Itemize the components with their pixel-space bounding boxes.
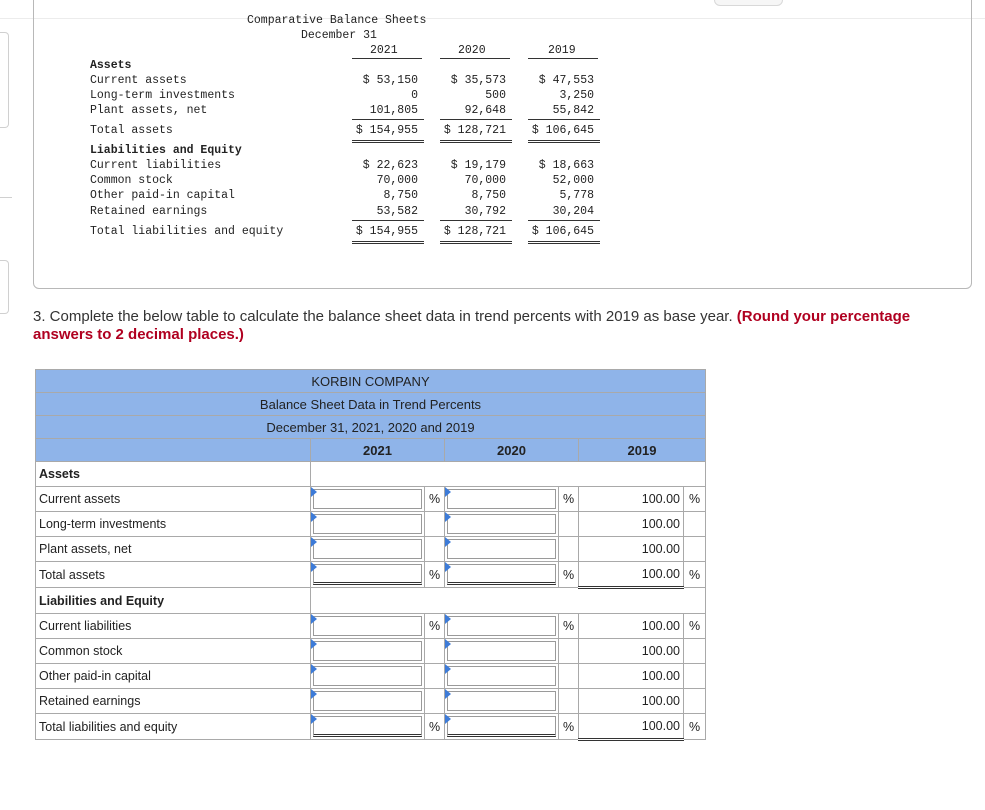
- base-year-value: 100.00: [579, 512, 684, 537]
- trend-2020-input[interactable]: [445, 487, 559, 512]
- percent-sign: %: [559, 562, 579, 588]
- given-row-label: Other paid-in capital: [90, 189, 235, 202]
- percent-sign: [425, 639, 445, 664]
- trend-2020-input-field[interactable]: [447, 564, 556, 585]
- given-year-2020: 2020: [458, 44, 486, 57]
- rounding-instruction: (Round your percentage answers to 2 decimal places.): [33, 308, 911, 343]
- given-value-2021: 8,750: [383, 189, 418, 202]
- base-year-value: 100.00: [579, 487, 684, 512]
- question-body: 3. Complete the below table to calculate the balance sheet data in trend percents with 2019 as base year.: [33, 308, 733, 325]
- total-double-rule: [440, 241, 512, 242]
- given-row-label: Current assets: [90, 74, 187, 87]
- trend-2021-input[interactable]: [311, 614, 425, 639]
- trend-2021-input[interactable]: [311, 664, 425, 689]
- col-header-2020: 2020: [445, 439, 579, 462]
- table-company: KORBIN COMPANY: [36, 370, 706, 393]
- entry-marker-icon: [445, 639, 451, 649]
- percent-sign: [425, 537, 445, 562]
- subtotal-rule: [440, 220, 512, 221]
- subtotal-rule: [352, 119, 424, 120]
- given-value-2021: $ 154,955: [355, 225, 418, 238]
- given-value-2019: $ 18,663: [538, 159, 594, 172]
- percent-sign: [425, 512, 445, 537]
- given-value-2020: 8,750: [471, 189, 506, 202]
- percent-sign: %: [425, 714, 445, 740]
- given-value-2019: $ 106,645: [531, 124, 594, 137]
- trend-2020-input-field[interactable]: [447, 641, 556, 661]
- table-row: [36, 537, 706, 562]
- entry-marker-icon: [311, 537, 317, 547]
- given-value-2020: 92,648: [464, 104, 506, 117]
- given-value-2020: $ 128,721: [443, 225, 506, 238]
- percent-sign: %: [684, 714, 706, 740]
- trend-2020-input-field[interactable]: [447, 514, 556, 534]
- entry-marker-icon: [445, 562, 451, 572]
- percent-sign: %: [684, 614, 706, 639]
- given-assets-heading: Assets: [90, 59, 132, 72]
- trend-2021-input-field[interactable]: [313, 616, 422, 636]
- percent-sign: %: [684, 562, 706, 588]
- trend-2021-input-field[interactable]: [313, 489, 422, 509]
- given-row-label: Plant assets, net: [90, 104, 208, 117]
- table-row: [36, 614, 706, 639]
- percent-sign: %: [684, 487, 706, 512]
- entry-marker-icon: [311, 487, 317, 497]
- given-value-2020: $ 128,721: [443, 124, 506, 137]
- entry-marker-icon: [311, 714, 317, 724]
- given-value-2019: 3,250: [559, 89, 594, 102]
- trend-2020-input-field[interactable]: [447, 489, 556, 509]
- trend-2021-input[interactable]: [311, 487, 425, 512]
- trend-2020-input[interactable]: [445, 714, 559, 740]
- table-row: [36, 689, 706, 714]
- row-label: Current assets: [36, 487, 311, 512]
- section-blank: [311, 588, 706, 614]
- given-value-2019: 55,842: [552, 104, 594, 117]
- col-header-2019: 2019: [579, 439, 706, 462]
- table-date: December 31, 2021, 2020 and 2019: [36, 416, 706, 439]
- given-value-2019: 30,204: [552, 205, 594, 218]
- trend-2020-input-field[interactable]: [447, 716, 556, 737]
- given-row-label: Common stock: [90, 174, 173, 187]
- given-row-label: Total liabilities and equity: [90, 225, 284, 238]
- row-label: Long-term investments: [36, 512, 311, 537]
- table-title: Balance Sheet Data in Trend Percents: [36, 393, 706, 416]
- percent-sign: [425, 689, 445, 714]
- entry-marker-icon: [445, 512, 451, 522]
- given-title: Comparative Balance Sheets: [247, 14, 427, 27]
- side-scroll-handle-lower[interactable]: [0, 260, 9, 314]
- header-rule: [352, 58, 422, 59]
- total-double-rule: [528, 142, 600, 143]
- base-year-value: 100.00: [579, 689, 684, 714]
- percent-sign: [425, 664, 445, 689]
- trend-2020-input-field[interactable]: [447, 691, 556, 711]
- percent-sign: %: [425, 614, 445, 639]
- liabilities-heading: Liabilities and Equity: [36, 588, 311, 614]
- percent-sign: [684, 512, 706, 537]
- total-double-rule: [352, 142, 424, 143]
- percent-sign: [684, 689, 706, 714]
- question-text: [33, 308, 963, 344]
- trend-2021-input[interactable]: [311, 689, 425, 714]
- total-double-rule: [352, 243, 424, 244]
- total-double-rule: [352, 140, 424, 141]
- trend-2021-input[interactable]: [311, 639, 425, 664]
- trend-2021-input-field[interactable]: [313, 539, 422, 559]
- given-value-2021: 0: [411, 89, 418, 102]
- header-blank: [36, 439, 311, 462]
- col-header-2021: 2021: [311, 439, 445, 462]
- given-value-2021: 70,000: [376, 174, 418, 187]
- trend-2020-input[interactable]: [445, 664, 559, 689]
- row-label: Current liabilities: [36, 614, 311, 639]
- trend-2020-input[interactable]: [445, 562, 559, 588]
- percent-sign: %: [559, 714, 579, 740]
- trend-2020-input[interactable]: [445, 537, 559, 562]
- row-label: Total assets: [36, 562, 311, 588]
- trend-2021-input[interactable]: [311, 512, 425, 537]
- entry-marker-icon: [311, 689, 317, 699]
- given-value-2021: $ 22,623: [362, 159, 418, 172]
- percent-sign: [559, 689, 579, 714]
- header-rule: [440, 58, 510, 59]
- entry-marker-icon: [311, 512, 317, 522]
- row-label: Plant assets, net: [36, 537, 311, 562]
- given-value-2020: 500: [485, 89, 506, 102]
- section-blank: [311, 462, 706, 487]
- given-value-2020: 30,792: [464, 205, 506, 218]
- percent-sign: [559, 537, 579, 562]
- trend-2021-input-field[interactable]: [313, 564, 422, 585]
- trend-2020-input-field[interactable]: [447, 539, 556, 559]
- percent-sign: %: [559, 487, 579, 512]
- total-double-rule: [440, 140, 512, 141]
- trend-2021-input-field[interactable]: [313, 666, 422, 686]
- entry-marker-icon: [445, 614, 451, 624]
- row-label: Retained earnings: [36, 689, 311, 714]
- entry-marker-icon: [445, 714, 451, 724]
- table-row: [36, 487, 706, 512]
- row-label: Other paid-in capital: [36, 664, 311, 689]
- entry-marker-icon: [445, 537, 451, 547]
- total-double-rule: [440, 243, 512, 244]
- entry-marker-icon: [311, 639, 317, 649]
- total-double-rule: [440, 142, 512, 143]
- subtotal-rule: [528, 220, 600, 221]
- given-value-2021: 101,805: [369, 104, 418, 117]
- row-label: Total liabilities and equity: [36, 714, 311, 740]
- entry-marker-icon: [445, 487, 451, 497]
- given-value-2019: 52,000: [552, 174, 594, 187]
- base-year-value: 100.00: [579, 537, 684, 562]
- given-value-2021: $ 53,150: [362, 74, 418, 87]
- given-year-2019: 2019: [548, 44, 576, 57]
- percent-sign: [684, 639, 706, 664]
- base-year-value: 100.00: [579, 639, 684, 664]
- entry-marker-icon: [311, 562, 317, 572]
- percent-sign: [684, 537, 706, 562]
- trend-2020-input[interactable]: [445, 512, 559, 537]
- table-row: [36, 512, 706, 537]
- percent-sign: [559, 512, 579, 537]
- trend-2021-input[interactable]: [311, 537, 425, 562]
- percent-sign: [559, 664, 579, 689]
- trend-2020-input-field[interactable]: [447, 666, 556, 686]
- table-row: [36, 714, 706, 740]
- table-row: [36, 562, 706, 588]
- given-value-2020: 70,000: [464, 174, 506, 187]
- base-year-value: 100.00: [579, 562, 684, 588]
- total-double-rule: [528, 241, 600, 242]
- given-value-2020: $ 35,573: [450, 74, 506, 87]
- trend-percent-table: [35, 369, 706, 741]
- subtotal-rule: [440, 119, 512, 120]
- total-double-rule: [528, 243, 600, 244]
- given-row-label: Current liabilities: [90, 159, 222, 172]
- given-row-label: Total assets: [90, 124, 173, 137]
- side-scroll-handle[interactable]: [0, 32, 9, 128]
- percent-sign: [559, 639, 579, 664]
- side-divider: [0, 197, 12, 198]
- percent-sign: [684, 664, 706, 689]
- entry-marker-icon: [445, 664, 451, 674]
- trend-2021-input[interactable]: [311, 562, 425, 588]
- base-year-value: 100.00: [579, 664, 684, 689]
- given-row-label: Long-term investments: [90, 89, 235, 102]
- given-value-2020: $ 19,179: [450, 159, 506, 172]
- trend-2020-input[interactable]: [445, 614, 559, 639]
- percent-sign: %: [425, 562, 445, 588]
- entry-marker-icon: [311, 614, 317, 624]
- trend-2021-input-field[interactable]: [313, 641, 422, 661]
- given-value-2021: $ 154,955: [355, 124, 418, 137]
- header-rule: [528, 58, 598, 59]
- subtotal-rule: [352, 220, 424, 221]
- given-value-2021: 53,582: [376, 205, 418, 218]
- given-subtitle: December 31: [301, 29, 377, 42]
- trend-2021-input-field[interactable]: [313, 716, 422, 737]
- percent-sign: %: [559, 614, 579, 639]
- total-double-rule: [352, 241, 424, 242]
- table-row: [36, 664, 706, 689]
- given-value-2019: 5,778: [559, 189, 594, 202]
- trend-2020-input[interactable]: [445, 639, 559, 664]
- trend-2021-input-field[interactable]: [313, 514, 422, 534]
- given-row-label: Retained earnings: [90, 205, 208, 218]
- given-value-2019: $ 47,553: [538, 74, 594, 87]
- subtotal-rule: [528, 119, 600, 120]
- trend-2021-input[interactable]: [311, 714, 425, 740]
- entry-marker-icon: [445, 689, 451, 699]
- given-liab-heading: Liabilities and Equity: [90, 144, 242, 157]
- given-value-2019: $ 106,645: [531, 225, 594, 238]
- trend-2021-input-field[interactable]: [313, 691, 422, 711]
- trend-2020-input-field[interactable]: [447, 616, 556, 636]
- percent-sign: %: [425, 487, 445, 512]
- total-double-rule: [528, 140, 600, 141]
- given-year-2021: 2021: [370, 44, 398, 57]
- table-row: [36, 639, 706, 664]
- base-year-value: 100.00: [579, 714, 684, 740]
- base-year-value: 100.00: [579, 614, 684, 639]
- trend-2020-input[interactable]: [445, 689, 559, 714]
- entry-marker-icon: [311, 664, 317, 674]
- assets-heading: Assets: [36, 462, 311, 487]
- row-label: Common stock: [36, 639, 311, 664]
